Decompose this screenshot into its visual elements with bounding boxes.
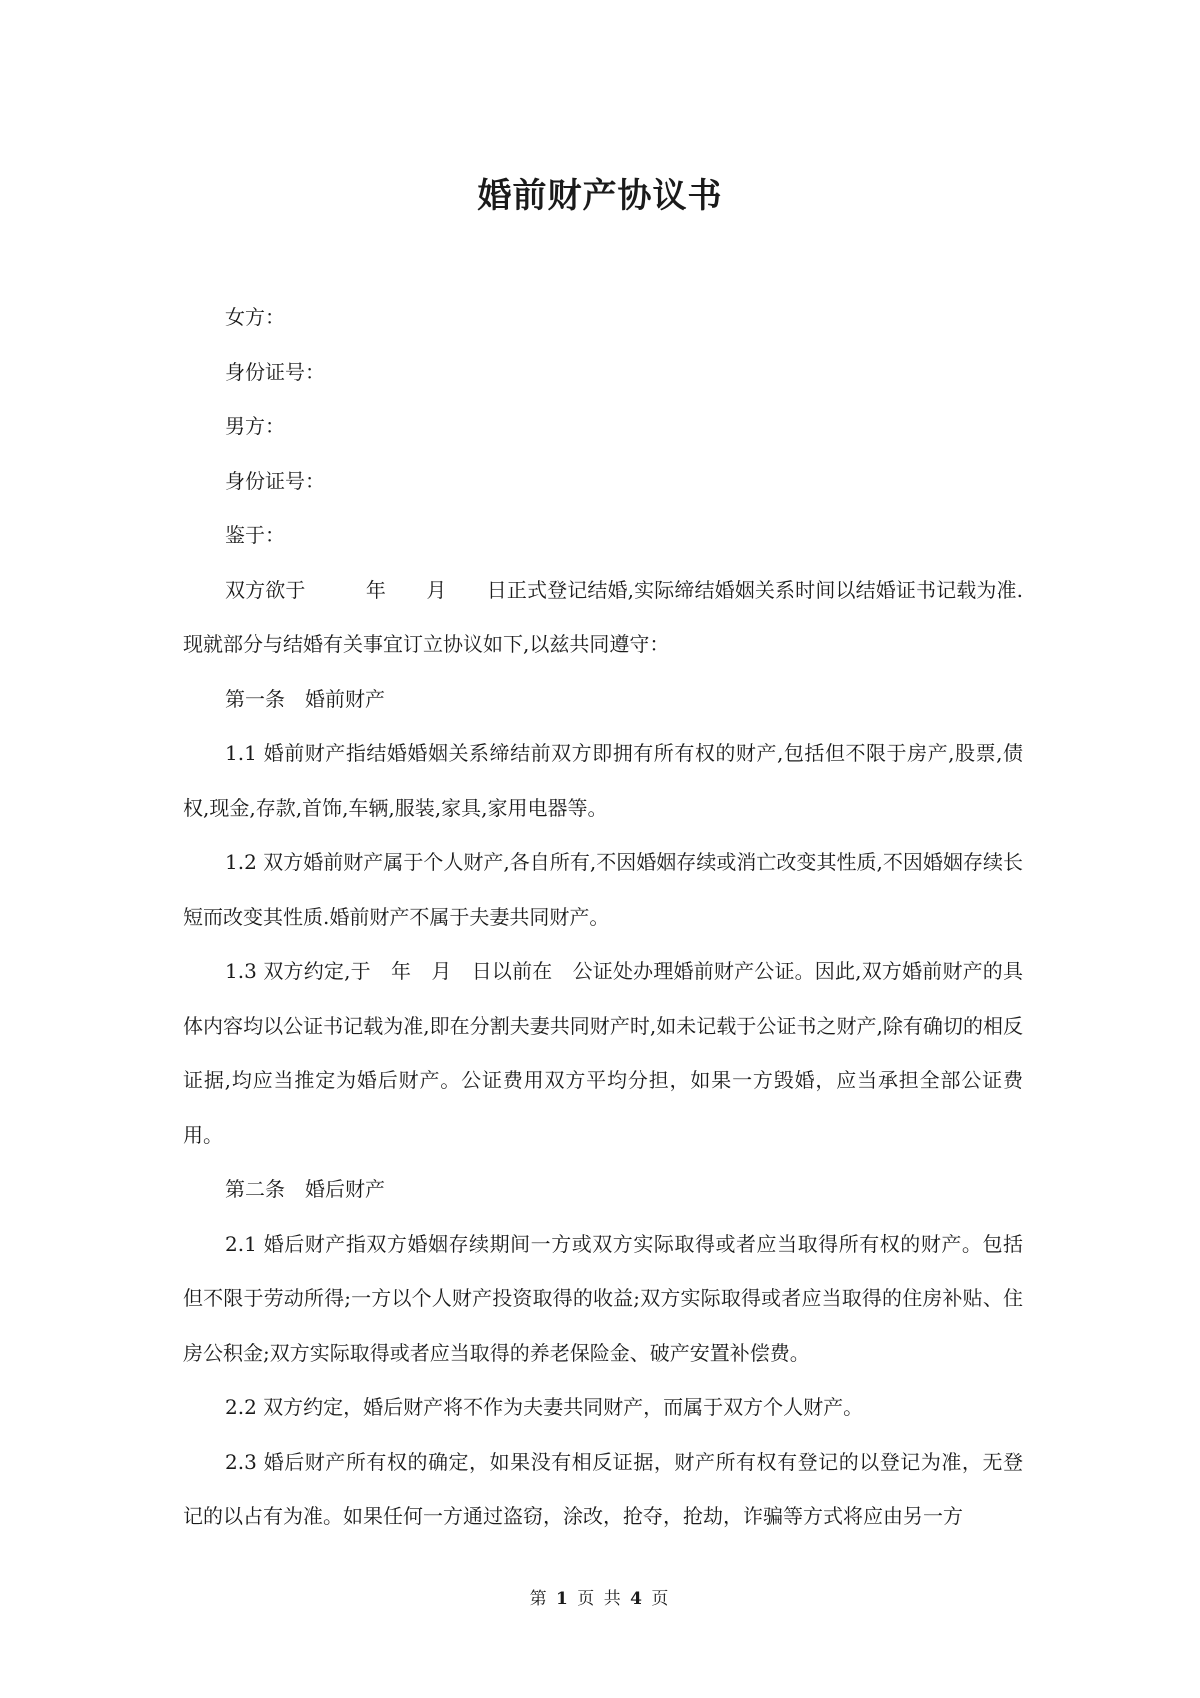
clause-2-2: 2.2 双方约定，婚后财产将不作为夫妻共同财产，而属于双方个人财产。 — [225, 1395, 864, 1419]
field-male: 男方： — [225, 414, 285, 438]
footer-suffix: 页 — [651, 1589, 671, 1609]
document-body — [183, 290, 1023, 1544]
clause-1-2: 1.2 双方婚前财产属于个人财产,各自所有,不因婚姻存续或消亡改变其性质,不因婚姻存续长短而改变其性质.婚前财产不属于夫妻共同财产。 — [183, 850, 1023, 929]
clause-2-1: 2.1 婚后财产指双方婚姻存续期间一方或双方实际取得或者应当取得所有权的财产。包括但不限于劳动所得;一方以个人财产投资取得的收益;双方实际取得或者应当取得的住房补贴、住房公积金;双方实际取得或者应当取得的养老保险金、破产安置补偿费。 — [183, 1231, 1023, 1365]
clause-2-3: 2.3 婚后财产所有权的确定，如果没有相反证据，财产所有权有登记的以登记为准，无登记的以占有为准。如果任何一方通过盗窃，涂改，抢夺，抢劫，诈骗等方式将应由另一方 — [183, 1449, 1023, 1528]
field-male-id: 身份证号： — [225, 468, 325, 493]
field-female: 女方： — [225, 305, 285, 329]
footer-middle: 页 共 — [577, 1589, 623, 1609]
footer-page-number: 1 — [556, 1589, 570, 1609]
field-female-id: 身份证号： — [225, 359, 325, 384]
article-1-heading: 第一条 婚前财产 — [225, 686, 385, 711]
footer-total-pages: 4 — [630, 1589, 644, 1609]
footer-prefix: 第 — [529, 1589, 549, 1609]
clause-1-3: 1.3 双方约定,于 年 月 日以前在 公证处办理婚前财产公证。因此,双方婚前财产的具体内容均以公证书记载为准,即在分割夫妻共同财产时,如未记载于公证书之财产,除有确切的相反证据,均应当推定为婚后财产。公证费用双方平均分担，如果一方毁婚，应当承担全部公证费用。 — [183, 959, 1023, 1147]
document-title: 婚前财产协议书 — [477, 176, 723, 216]
field-whereas: 鉴于： — [225, 523, 285, 547]
clause-1-1: 1.1 婚前财产指结婚婚姻关系缔结前双方即拥有所有权的财产,包括但不限于房产,股票,债权,现金,存款,首饰,车辆,服装,家具,家用电器等。 — [183, 741, 1023, 820]
intro-paragraph: 双方欲于 年 月 日正式登记结婚,实际缔结婚姻关系时间以结婚证书记载为准.现就部分与结婚有关事宜订立协议如下,以兹共同遵守： — [183, 577, 1023, 656]
article-2-heading: 第二条 婚后财产 — [225, 1177, 385, 1201]
page-footer — [0, 1584, 1200, 1609]
